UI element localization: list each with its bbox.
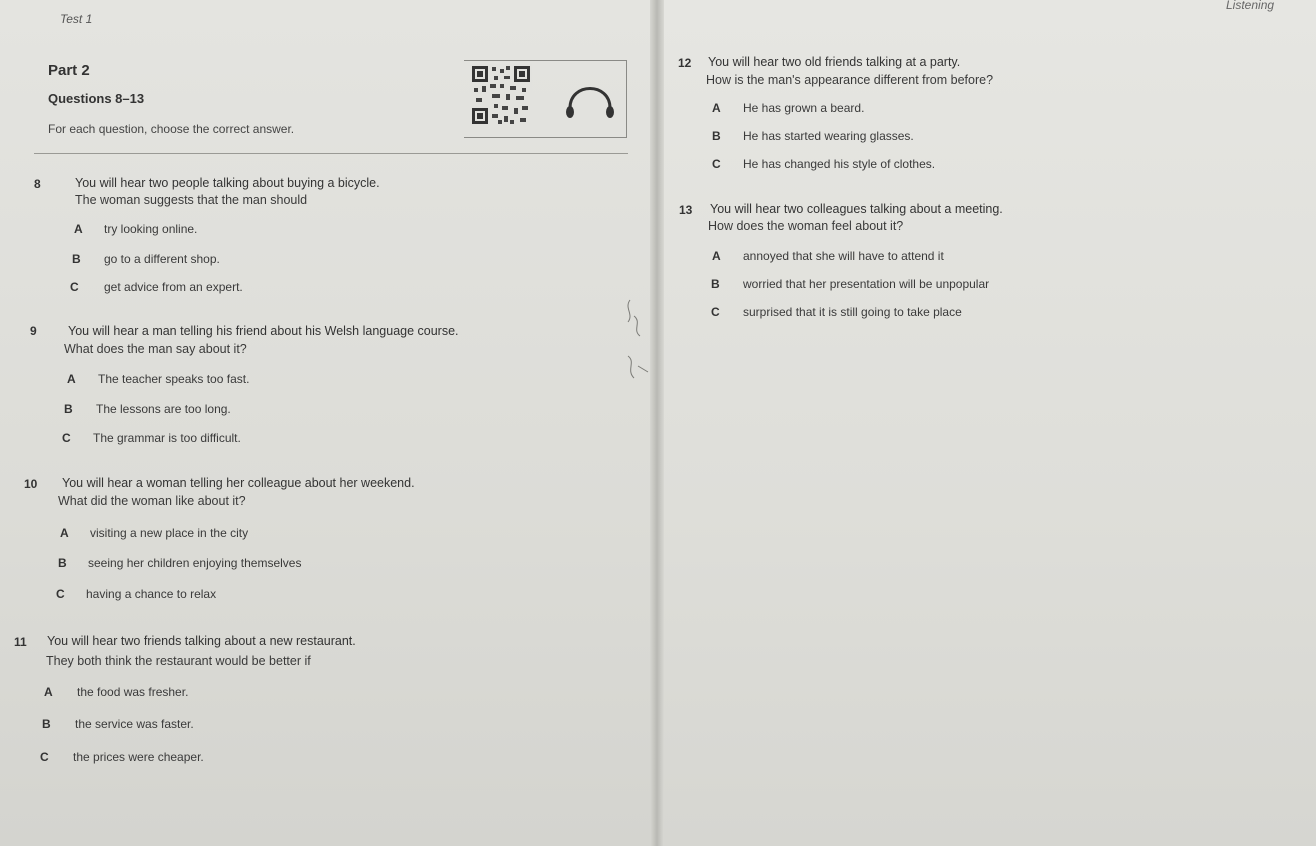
option-letter[interactable]: A <box>712 249 721 263</box>
question-prompt: You will hear a man telling his friend about his Welsh language course. <box>68 324 459 338</box>
option-text[interactable]: visiting a new place in the city <box>90 526 249 540</box>
question-prompt: You will hear two friends talking about a new restaurant. <box>47 634 356 648</box>
option-text[interactable]: try looking online. <box>104 222 198 236</box>
option-letter[interactable]: C <box>40 750 49 764</box>
option-text[interactable]: the prices were cheaper. <box>73 750 204 764</box>
part-title: Part 2 <box>48 62 90 79</box>
question-prompt: You will hear a woman telling her colleague about her weekend. <box>62 476 415 490</box>
question-prompt: You will hear two people talking about buying a bicycle. <box>75 176 380 190</box>
question-number: 11 <box>14 635 27 649</box>
option-text[interactable]: The grammar is too difficult. <box>93 431 241 445</box>
option-text[interactable]: go to a different shop. <box>104 252 220 266</box>
section-label: Listening <box>1226 0 1275 12</box>
option-text[interactable]: seeing her children enjoying themselves <box>88 556 302 570</box>
question-text: The woman suggests that the man should <box>75 193 308 207</box>
question-number: 12 <box>678 56 692 70</box>
instruction-text: For each question, choose the correct answer. <box>48 122 295 136</box>
right-page <box>658 0 1316 846</box>
option-letter[interactable]: A <box>712 101 721 115</box>
option-letter[interactable]: B <box>711 277 720 291</box>
question-number: 9 <box>30 324 37 338</box>
qr-code-icon[interactable] <box>470 64 532 126</box>
question-prompt: You will hear two colleagues talking about a meeting. <box>710 202 1003 216</box>
option-letter[interactable]: C <box>62 431 71 445</box>
option-letter[interactable]: A <box>74 222 83 236</box>
option-letter[interactable]: C <box>56 587 65 601</box>
option-letter[interactable]: B <box>712 129 721 143</box>
option-letter[interactable]: A <box>67 372 76 386</box>
test-label: Test 1 <box>60 12 93 26</box>
option-letter[interactable]: B <box>42 717 51 731</box>
questions-range: Questions 8–13 <box>48 91 145 106</box>
headphones-icon[interactable] <box>560 74 620 120</box>
question-text: What does the man say about it? <box>64 342 247 356</box>
divider-line <box>34 153 628 154</box>
question-number: 8 <box>34 177 41 191</box>
option-text[interactable]: He has started wearing glasses. <box>743 129 914 143</box>
option-letter[interactable]: A <box>60 526 69 540</box>
option-letter[interactable]: B <box>72 252 81 266</box>
question-text: How is the man's appearance different from before? <box>706 73 994 87</box>
option-letter[interactable]: C <box>70 280 79 294</box>
option-text[interactable]: the service was faster. <box>75 717 194 731</box>
question-text: How does the woman feel about it? <box>708 219 904 233</box>
option-text[interactable]: worried that her presentation will be unpopular <box>743 277 990 291</box>
option-text[interactable]: annoyed that she will have to attend it <box>743 249 944 263</box>
option-letter[interactable]: B <box>58 556 67 570</box>
option-letter[interactable]: A <box>44 685 53 699</box>
option-text[interactable]: having a chance to relax <box>86 587 217 601</box>
option-text[interactable]: the food was fresher. <box>77 685 189 699</box>
option-letter[interactable]: B <box>64 402 73 416</box>
option-letter[interactable]: C <box>711 305 720 319</box>
question-text: They both think the restaurant would be better if <box>46 654 311 668</box>
option-text[interactable]: The teacher speaks too fast. <box>98 372 250 386</box>
question-number: 13 <box>679 203 693 217</box>
option-text[interactable]: get advice from an expert. <box>104 280 243 294</box>
question-prompt: You will hear two old friends talking at a party. <box>708 55 961 69</box>
pencil-scribble-icon <box>620 296 654 386</box>
option-text[interactable]: He has grown a beard. <box>743 101 865 115</box>
option-text[interactable]: surprised that it is still going to take place <box>743 305 962 319</box>
book-gutter <box>650 0 664 846</box>
question-text: What did the woman like about it? <box>58 494 246 508</box>
option-text[interactable]: He has changed his style of clothes. <box>743 157 936 171</box>
option-text[interactable]: The lessons are too long. <box>96 402 231 416</box>
question-number: 10 <box>24 477 38 491</box>
option-letter[interactable]: C <box>712 157 721 171</box>
